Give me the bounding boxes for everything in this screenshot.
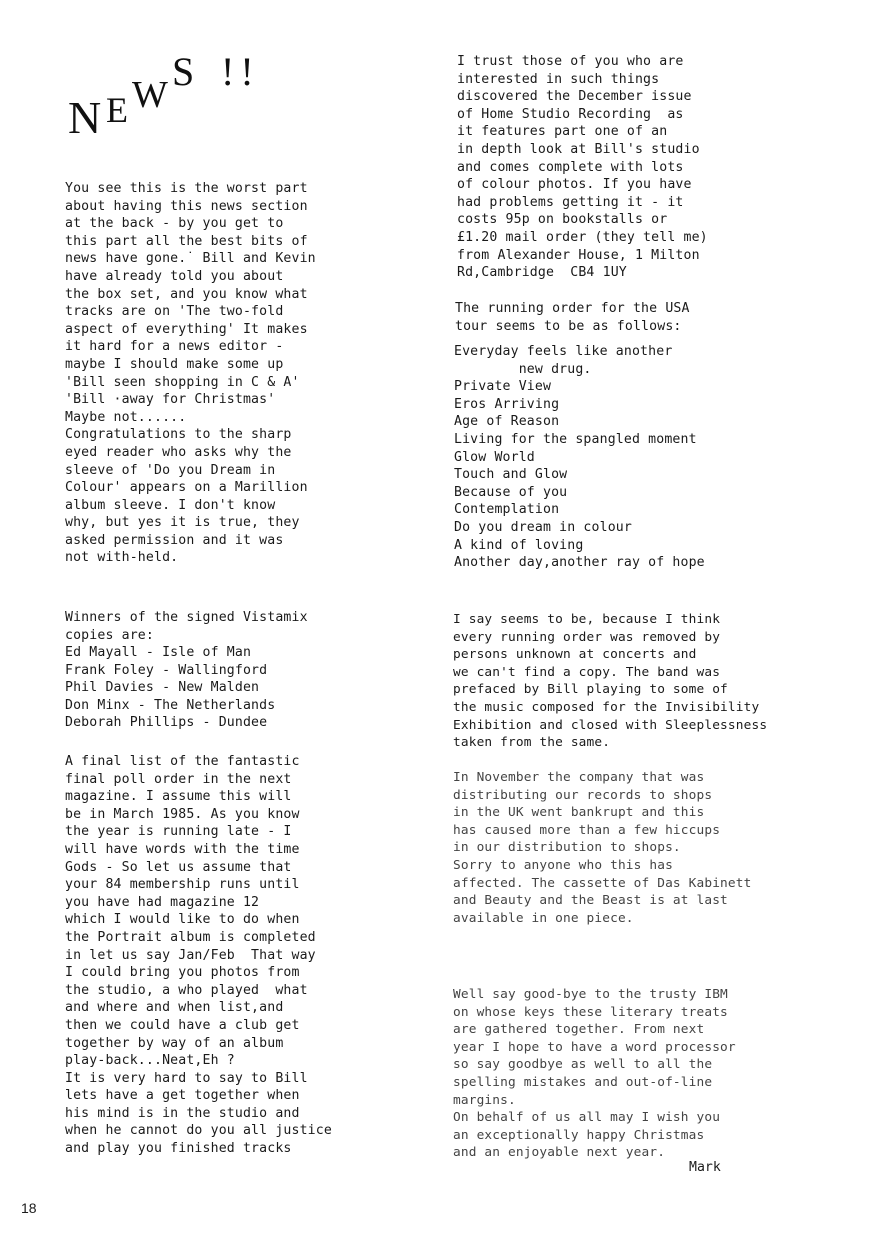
setlist-item: Contemplation	[454, 502, 560, 518]
intro-paragraph: You see this is the worst part about having this news section at the back - by you get to this part all the best bits of news have gone.˙ Bill and Kevin have already told you about the box set, and you know what tracks are on 'The two-fold aspect of everything' It makes it hard for a news editor - maybe I should make some up 'Bill seen shopping in C & A' 'Bill ·away for Christmas' Maybe not...... Congratulations to the sharp eyed reader who asks why the sleeve of 'Do you Dream in Colour' appears on a Marillion album sleeve. I don't know why, but yes it is true, they asked permission and it was not with-held.	[65, 181, 316, 566]
setlist	[454, 343, 705, 572]
setlist-item: Do you dream in colour	[454, 519, 632, 535]
november-paragraph: In November the company that was distributing our records to shops in the UK went bankrupt and this has caused more than a few hiccups in our distribution to shops. Sorry to anyone who this has affected. The cassette of Das Kabinett and Beauty and the Beast is at last available in one piece.	[453, 770, 752, 926]
title-letter-n: N	[68, 92, 102, 143]
signature: Mark	[689, 1160, 721, 1175]
winner-item: Ed Mayall - Isle of Man	[65, 645, 252, 660]
final-paragraph: A final list of the fantastic final poll order in the next magazine. I assume this will be in March 1985. As you know the year is running late - I will have words with the time Gods - So let us assume that your 84 membership runs until you have had magazine 12 which I would like to do when the Portrait album is completed in let us say Jan/Feb That way I could bring you photos from the studio, a who played what and where and when list,and then we could have a club get together by way of an album play-back...Neat,Eh ? It is very hard to say to Bill lets have a get together when his mind is in the studio and when he cannot do you all justice and play you finished tracks	[65, 754, 332, 1157]
title-letter-e: E	[106, 90, 128, 130]
setlist-item: Private View	[454, 379, 552, 395]
winner-item: Don Minx - The Netherlands	[65, 697, 276, 713]
setlist-item: Touch and Glow	[454, 467, 568, 483]
running-order-paragraph: I say seems to be, because I think every running order was removed by persons unknown at concerts and we can't find a copy. The band was prefaced by Bill playing to some of the music composed for the Invisibility Exhibition and closed with Sleeplessness taken from the same.	[453, 612, 768, 751]
title-exclamations: !!	[221, 49, 260, 94]
winner-item: Phil Davies - New Malden	[65, 680, 260, 696]
winners-heading: Winners of the signed Vistamix copies are:	[65, 610, 308, 643]
setlist-item: A kind of loving	[454, 537, 584, 553]
page-number: 18	[21, 1200, 37, 1216]
winners-list	[65, 644, 275, 732]
home-studio-paragraph: I trust those of you who are interested in such things discovered the December issue of Home Studio Recording as it features part one of an in depth look at Bill's studio and comes complete with lots of colour photos. If you have had problems getting it - it costs 95p on bookstalls or £1.20 mail order (they tell me) from Alexander House, 1 Milton Rd,Cambridge CB4 1UY	[457, 54, 708, 281]
setlist-item: Living for the spangled moment	[454, 431, 697, 447]
setlist-item: Everyday feels like another new drug.	[454, 344, 673, 377]
winner-item: Frank Foley - Wallingford	[65, 662, 268, 678]
goodbye-paragraph: Well say good-bye to the trusty IBM on whose keys these literary treats are gathered together. From next year I hope to have a word processor so say goodbye as well to all the spelling mistakes and out-of-line margins. On behalf of us all may I wish you an exceptionally happy Christmas and an enjoyable next year.	[453, 987, 736, 1161]
setlist-item: Eros Arriving	[454, 396, 560, 412]
title-letter-w: W	[132, 74, 168, 116]
winner-item: Deborah Phillips - Dundee	[65, 715, 268, 731]
setlist-item: Glow World	[454, 449, 535, 465]
setlist-item: Age of Reason	[454, 414, 560, 430]
page-title	[68, 50, 308, 150]
setlist-item: Another day,another ray of hope	[454, 555, 705, 571]
title-letter-s: S	[172, 49, 195, 94]
tour-intro: The running order for the USA tour seems to be as follows:	[455, 301, 690, 334]
setlist-item: Because of you	[454, 484, 568, 500]
